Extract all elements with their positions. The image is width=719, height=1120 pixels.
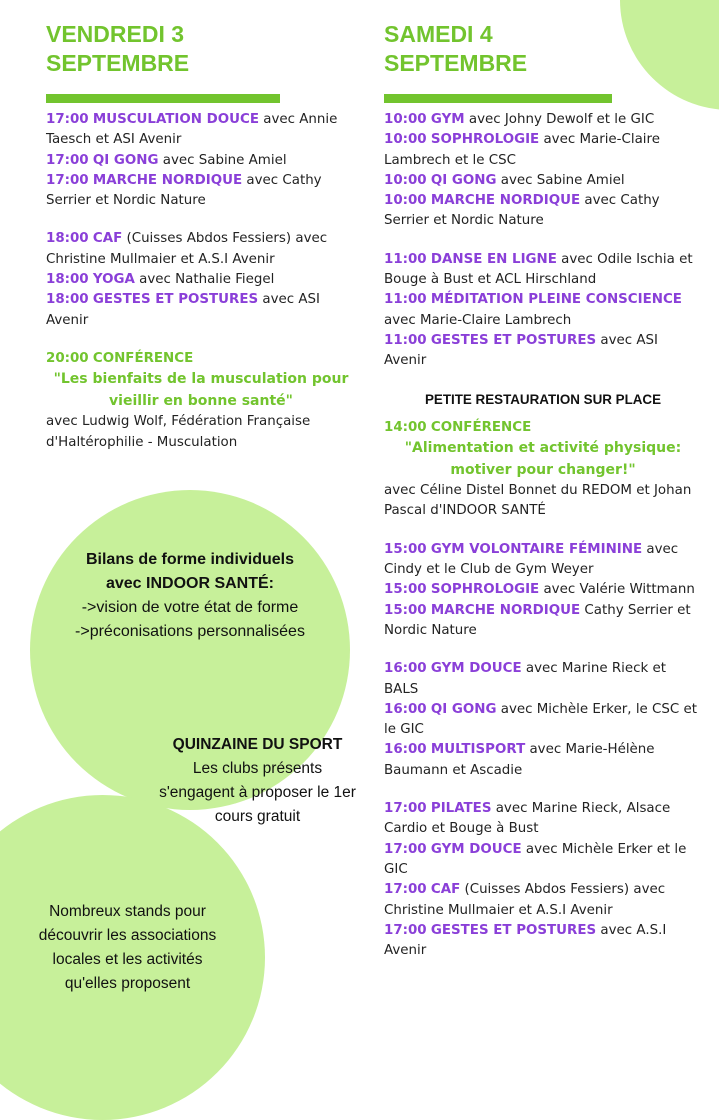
friday-conference-heading [46,349,356,369]
entry-details: avec Johny Dewolf et le GIC [464,112,655,127]
entry-activity: DANSE EN LIGNE [430,251,557,267]
entry-activity: MUSCULATION DOUCE [92,112,260,127]
saturday-schedule [384,110,702,961]
entry-details: avec Marine Rieck, Alsace Cardio et Bouge à Bust [384,801,671,837]
entry-time: 17:00 [384,801,427,817]
schedule-entry [384,580,702,600]
entry-details: (Cuisses Abdos Fessiers) avec Christine Mullmaier et A.S.I Avenir [384,882,666,918]
entry-details: avec Sabine Amiel [496,172,625,188]
schedule-entry [46,270,356,290]
friday-group-17h [46,110,356,211]
saturday-group-15h [384,540,702,641]
entry-activity: CAF [430,882,461,898]
entry-details: avec Valérie Wittmann [539,582,695,598]
bilans-line4: ->préconisations personnalisées [75,623,305,640]
entry-activity: MARCHE NORDIQUE [430,193,581,209]
schedule-entry [46,110,356,151]
schedule-entry [46,290,356,331]
conference-time: 14:00 [384,419,427,435]
entry-details: avec Odile Ischia et Bouge à Bust et ACL Hirschland [384,251,693,288]
entry-time: 17:00 [46,112,89,127]
quinzaine-line2: s'engagent à proposer le 1er [159,784,356,801]
entry-details: avec Nathalie Fiegel [134,272,275,288]
quinzaine-line1: Les clubs présents [192,760,323,777]
conference-label: CONFÉRENCE [430,419,532,435]
entry-activity: SOPHROLOGIE [430,582,540,598]
stands-line1: Nombreux stands pour [49,903,206,920]
entry-time: 17:00 [384,882,427,898]
friday-schedule [46,110,356,453]
saturday-conference-speaker: avec Céline Distel Bonnet du REDOM et Johan Pascal d'INDOOR SANTÉ [384,483,692,519]
saturday-group-17h [384,799,702,961]
stands-line2: découvrir les associations [38,927,217,944]
saturday-group-11h [384,250,702,372]
schedule-entry [384,540,702,581]
entry-details: avec Marine Rieck et BALS [384,661,666,697]
entry-activity: GYM [430,112,465,127]
saturday-title [384,20,527,78]
entry-activity: MULTISPORT [430,742,526,758]
entry-details: avec Michèle Erker, le CSC et le GIC [384,701,697,738]
entry-activity: MÉDITATION PLEINE CONSCIENCE [430,292,682,308]
schedule-entry [384,601,702,642]
saturday-title-line1: SAMEDI 4 [384,21,493,47]
entry-activity: GYM DOUCE [430,841,522,857]
entry-time: 17:00 [46,152,89,168]
entry-time: 16:00 [384,661,427,677]
schedule-entry [384,799,702,840]
entry-details: avec Marie-Hélène Baumann et Ascadie [384,742,655,778]
schedule-entry [384,250,702,291]
schedule-entry [384,840,702,881]
friday-title-line2: SEPTEMBRE [46,50,190,76]
saturday-group-16h [384,659,702,781]
stands-line4: qu'elles proposent [64,975,191,992]
schedule-entry [46,229,356,270]
entry-activity: SOPHROLOGIE [430,132,540,148]
entry-time: 17:00 [384,922,427,938]
saturday-title-underline [384,94,612,103]
entry-activity: CAF [92,231,123,247]
schedule-entry [384,130,702,171]
decorative-circle-top-right [620,0,719,110]
stands-box [10,900,245,996]
bilans-box [40,548,340,644]
conference-time: 20:00 [46,350,89,366]
entry-details: avec Cathy Serrier et Nordic Nature [384,193,660,229]
entry-time: 11:00 [384,292,427,308]
entry-activity: GESTES ET POSTURES [430,922,597,938]
entry-time: 17:00 [46,172,89,188]
entry-details: avec Michèle Erker et le GIC [384,841,687,877]
entry-activity: QI GONG [430,172,497,188]
schedule-entry [384,290,702,331]
saturday-group-10h [384,110,702,232]
entry-details: (Cuisses Abdos Fessiers) avec Christine Mullmaier et A.S.I Avenir [46,231,328,267]
entry-time: 17:00 [384,841,427,857]
schedule-entry [46,151,356,171]
friday-title-line1: VENDREDI 3 [46,21,185,47]
entry-time: 10:00 [384,132,427,148]
entry-details: avec Cindy et le Club de Gym Weyer [384,541,679,578]
entry-time: 16:00 [384,701,427,717]
entry-details: avec Marie-Claire Lambrech [384,312,572,328]
schedule-entry [46,171,356,212]
entry-activity: GESTES ET POSTURES [92,292,259,308]
saturday-conference-heading [384,418,702,438]
entry-time: 15:00 [384,582,427,598]
entry-details: avec Sabine Amiel [158,152,287,168]
entry-details: avec ASI Avenir [46,292,321,328]
bilans-line2: avec INDOOR SANTÉ: [105,575,275,592]
entry-activity: QI GONG [92,152,159,168]
entry-time: 11:00 [384,251,427,267]
quinzaine-line3: cours gratuit [214,808,301,825]
schedule-entry [384,921,702,962]
schedule-entry [384,171,702,191]
saturday-title-line2: SEPTEMBRE [384,50,528,76]
entry-time: 15:00 [384,541,427,557]
entry-time: 10:00 [384,193,427,209]
entry-activity: GESTES ET POSTURES [430,332,597,348]
stands-line3: locales et les activités [52,951,203,968]
friday-title [46,20,189,78]
entry-activity: GYM DOUCE [430,661,522,677]
schedule-entry [384,331,702,372]
entry-activity: MARCHE NORDIQUE [430,602,581,618]
bilans-line1: Bilans de forme individuels [85,551,295,568]
entry-activity: PILATES [430,801,492,817]
quinzaine-box [140,733,375,829]
schedule-entry [384,659,702,700]
saturday-conference-title: "Alimentation et activité physique: motiver pour changer!" [404,440,682,478]
quinzaine-title: QUINZAINE DU SPORT [172,736,343,753]
entry-time: 15:00 [384,602,427,618]
entry-details: avec Cathy Serrier et Nordic Nature [46,172,322,209]
entry-activity: QI GONG [430,701,497,717]
schedule-entry [384,880,702,921]
entry-activity: MARCHE NORDIQUE [92,172,243,188]
entry-time: 16:00 [384,742,427,758]
schedule-entry [384,110,702,130]
entry-time: 18:00 [46,292,89,308]
entry-time: 18:00 [46,272,89,288]
entry-details: Cathy Serrier et Nordic Nature [384,602,691,638]
entry-time: 10:00 [384,112,427,127]
entry-time: 18:00 [46,231,89,247]
friday-conference-title: "Les bienfaits de la musculation pour vieillir en bonne santé" [53,371,349,409]
conference-label: CONFÉRENCE [92,350,194,366]
entry-activity: YOGA [92,272,135,288]
schedule-entry [384,740,702,781]
friday-title-underline [46,94,280,103]
schedule-entry [384,191,702,232]
bilans-line3: ->vision de votre état de forme [81,599,299,616]
entry-time: 10:00 [384,172,427,188]
entry-details: avec Annie Taesch et ASI Avenir [46,112,338,148]
entry-details: avec A.S.I Avenir [384,922,667,959]
entry-details: avec ASI Avenir [384,332,659,369]
entry-activity: GYM VOLONTAIRE FÉMININE [430,541,643,557]
restauration-notice: PETITE RESTAURATION SUR PLACE [424,391,662,407]
friday-group-18h [46,229,356,330]
entry-details: avec Marie-Claire Lambrech et le CSC [384,132,660,168]
friday-conference-speaker: avec Ludwig Wolf, Fédération Française d'Haltérophilie - Musculation [46,414,311,450]
schedule-entry [384,700,702,741]
entry-time: 11:00 [384,332,427,348]
